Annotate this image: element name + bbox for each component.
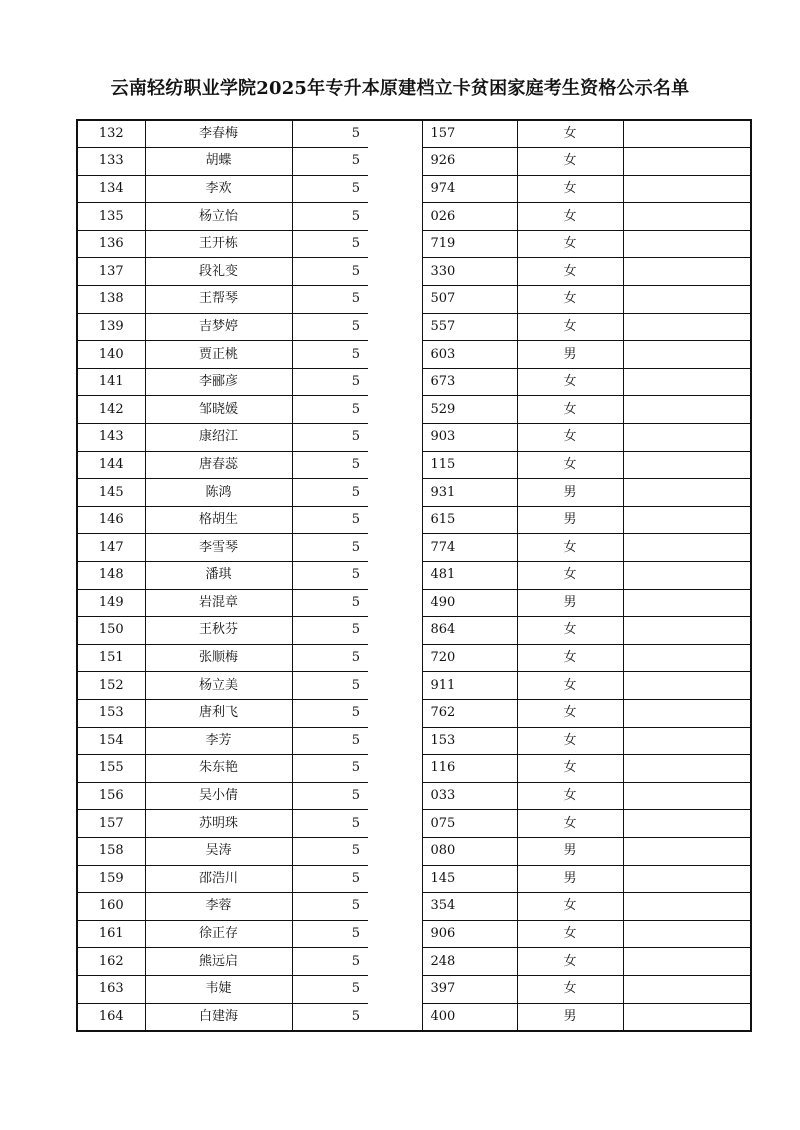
gap-cell [368,396,422,424]
gender-cell: 女 [517,424,623,452]
gap-cell [368,341,422,369]
row-number-cell: 140 [77,341,145,369]
gender-cell: 女 [517,203,623,231]
gender-cell: 女 [517,920,623,948]
note-cell [623,975,751,1003]
table-row [77,451,751,479]
id-suffix-cell: 481 [422,562,517,590]
note-cell [623,644,751,672]
id-suffix-cell: 248 [422,948,517,976]
name-cell: 白建海 [145,1003,292,1031]
count-cell: 5 [292,341,368,369]
name-cell: 韦婕 [145,975,292,1003]
row-number-cell: 163 [77,975,145,1003]
gap-cell [368,120,422,148]
count-cell: 5 [292,175,368,203]
gender-cell: 女 [517,451,623,479]
name-cell: 邵浩川 [145,865,292,893]
row-number-cell: 155 [77,755,145,783]
id-suffix-cell: 557 [422,313,517,341]
row-number-cell: 132 [77,120,145,148]
id-suffix-cell: 080 [422,837,517,865]
row-number-cell: 161 [77,920,145,948]
table-row [77,727,751,755]
id-suffix-cell: 615 [422,506,517,534]
gap-cell [368,175,422,203]
gender-cell: 女 [517,368,623,396]
name-cell: 段礼变 [145,258,292,286]
row-number-cell: 148 [77,562,145,590]
id-suffix-cell: 774 [422,534,517,562]
id-suffix-cell: 490 [422,589,517,617]
row-number-cell: 149 [77,589,145,617]
gender-cell: 女 [517,948,623,976]
gap-cell [368,617,422,645]
gap-cell [368,506,422,534]
note-cell [623,451,751,479]
row-number-cell: 135 [77,203,145,231]
id-suffix-cell: 673 [422,368,517,396]
gender-cell: 男 [517,589,623,617]
row-number-cell: 164 [77,1003,145,1031]
table-row [77,258,751,286]
table-row [77,368,751,396]
count-cell: 5 [292,975,368,1003]
count-cell: 5 [292,148,368,176]
name-cell: 岩混章 [145,589,292,617]
gap-cell [368,286,422,314]
count-cell: 5 [292,286,368,314]
note-cell [623,424,751,452]
gender-cell: 女 [517,617,623,645]
table-row [77,562,751,590]
id-suffix-cell: 529 [422,396,517,424]
applicant-table [76,119,752,1032]
row-number-cell: 154 [77,727,145,755]
count-cell: 5 [292,782,368,810]
count-cell: 5 [292,617,368,645]
gender-cell: 男 [517,479,623,507]
note-cell [623,920,751,948]
table-row [77,479,751,507]
gap-cell [368,534,422,562]
gender-cell: 女 [517,755,623,783]
id-suffix-cell: 116 [422,755,517,783]
id-suffix-cell: 974 [422,175,517,203]
name-cell: 李雪琴 [145,534,292,562]
gap-cell [368,672,422,700]
page-title: 云南轻纺职业学院2025年专升本原建档立卡贫困家庭考生资格公示名单 [110,78,690,99]
table-row [77,230,751,258]
gender-cell: 男 [517,1003,623,1031]
count-cell: 5 [292,810,368,838]
row-number-cell: 152 [77,672,145,700]
gap-cell [368,589,422,617]
row-number-cell: 156 [77,782,145,810]
gap-cell [368,258,422,286]
note-cell [623,589,751,617]
note-cell [623,479,751,507]
note-cell [623,562,751,590]
row-number-cell: 151 [77,644,145,672]
table-row [77,810,751,838]
gap-cell [368,1003,422,1031]
id-suffix-cell: 354 [422,893,517,921]
note-cell [623,1003,751,1031]
table-row [77,175,751,203]
name-cell: 潘琪 [145,562,292,590]
gap-cell [368,837,422,865]
count-cell: 5 [292,120,368,148]
name-cell: 李郦彦 [145,368,292,396]
gender-cell: 男 [517,837,623,865]
table-row [77,837,751,865]
count-cell: 5 [292,672,368,700]
table-row [77,506,751,534]
row-number-cell: 157 [77,810,145,838]
table-row [77,589,751,617]
row-number-cell: 143 [77,424,145,452]
table-row [77,341,751,369]
note-cell [623,782,751,810]
gender-cell: 女 [517,893,623,921]
note-cell [623,893,751,921]
table-row [77,120,751,148]
id-suffix-cell: 864 [422,617,517,645]
gap-cell [368,948,422,976]
gender-cell: 女 [517,975,623,1003]
note-cell [623,341,751,369]
gender-cell: 女 [517,810,623,838]
gender-cell: 女 [517,286,623,314]
row-number-cell: 158 [77,837,145,865]
table-row [77,948,751,976]
id-suffix-cell: 157 [422,120,517,148]
row-number-cell: 150 [77,617,145,645]
row-number-cell: 133 [77,148,145,176]
gender-cell: 女 [517,258,623,286]
count-cell: 5 [292,203,368,231]
gender-cell: 男 [517,865,623,893]
note-cell [623,230,751,258]
row-number-cell: 146 [77,506,145,534]
gap-cell [368,230,422,258]
name-cell: 唐春蕊 [145,451,292,479]
note-cell [623,506,751,534]
note-cell [623,396,751,424]
row-number-cell: 145 [77,479,145,507]
id-suffix-cell: 926 [422,148,517,176]
gender-cell: 女 [517,396,623,424]
note-cell [623,534,751,562]
gender-cell: 女 [517,644,623,672]
name-cell: 吴小倩 [145,782,292,810]
gap-cell [368,755,422,783]
name-cell: 吴涛 [145,837,292,865]
note-cell [623,175,751,203]
count-cell: 5 [292,948,368,976]
name-cell: 陈鸿 [145,479,292,507]
name-cell: 李蓉 [145,893,292,921]
count-cell: 5 [292,258,368,286]
gender-cell: 女 [517,562,623,590]
gender-cell: 女 [517,230,623,258]
count-cell: 5 [292,368,368,396]
name-cell: 吉梦婷 [145,313,292,341]
count-cell: 5 [292,506,368,534]
gap-cell [368,451,422,479]
note-cell [623,368,751,396]
gap-cell [368,368,422,396]
id-suffix-cell: 906 [422,920,517,948]
gap-cell [368,810,422,838]
count-cell: 5 [351,1008,360,1024]
id-suffix-cell: 400 [422,1003,517,1031]
gender-cell: 男 [517,341,623,369]
id-suffix-cell: 507 [422,286,517,314]
table-row [77,203,751,231]
id-suffix-cell: 145 [422,865,517,893]
note-cell [623,313,751,341]
name-cell: 邹晓媛 [145,396,292,424]
name-cell: 熊远启 [145,948,292,976]
row-number-cell: 160 [77,893,145,921]
gender-cell: 女 [517,148,623,176]
count-cell: 5 [292,562,368,590]
name-cell: 朱东艳 [145,755,292,783]
id-suffix-cell: 719 [422,230,517,258]
gap-cell [368,644,422,672]
id-suffix-cell: 911 [422,672,517,700]
note-cell [623,203,751,231]
table-row [77,1003,751,1031]
count-cell: 5 [292,451,368,479]
note-cell [623,672,751,700]
row-number-cell: 136 [77,230,145,258]
row-number-cell: 147 [77,534,145,562]
note-cell [623,865,751,893]
row-number-cell: 134 [77,175,145,203]
count-cell: 5 [292,893,368,921]
name-cell: 杨立怡 [145,203,292,231]
table-row [77,699,751,727]
gender-cell: 女 [517,313,623,341]
note-cell [623,755,751,783]
table-row [77,313,751,341]
gender-cell: 女 [517,175,623,203]
table-row [77,617,751,645]
gender-cell: 女 [517,782,623,810]
id-suffix-cell: 762 [422,699,517,727]
table-row [77,424,751,452]
gender-cell: 男 [517,506,623,534]
count-cell: 5 [292,313,368,341]
gap-cell [368,203,422,231]
name-cell: 苏明珠 [145,810,292,838]
gap-cell [368,893,422,921]
gap-cell [368,148,422,176]
id-suffix-cell: 720 [422,644,517,672]
note-cell [623,120,751,148]
name-cell: 徐正存 [145,920,292,948]
count-cell: 5 [292,534,368,562]
row-number-cell: 159 [77,865,145,893]
note-cell [623,948,751,976]
table-row [77,644,751,672]
id-suffix-cell: 397 [422,975,517,1003]
note-cell [623,699,751,727]
table-row [77,782,751,810]
name-cell: 胡蝶 [145,148,292,176]
count-cell: 5 [292,396,368,424]
count-cell: 5 [292,865,368,893]
row-number-cell: 142 [77,396,145,424]
table-row [77,534,751,562]
id-suffix-cell: 026 [422,203,517,231]
gap-cell [368,920,422,948]
table-row [77,148,751,176]
id-suffix-cell: 330 [422,258,517,286]
row-number-cell: 153 [77,699,145,727]
gender-cell: 女 [517,699,623,727]
name-cell: 格胡生 [145,506,292,534]
id-suffix-cell: 075 [422,810,517,838]
name-cell: 杨立美 [145,672,292,700]
count-cell: 5 [292,424,368,452]
gap-cell [368,313,422,341]
id-suffix-cell: 115 [422,451,517,479]
count-cell: 5 [292,755,368,783]
table-row [77,396,751,424]
id-suffix-cell: 033 [422,782,517,810]
count-cell: 5 [292,230,368,258]
table-row [77,893,751,921]
gap-cell [368,699,422,727]
note-cell [623,286,751,314]
applicant-table-body [77,120,751,1031]
id-suffix-cell: 931 [422,479,517,507]
count-cell: 5 [292,727,368,755]
name-cell: 王秋芬 [145,617,292,645]
name-cell: 王帮琴 [145,286,292,314]
row-number-cell: 141 [77,368,145,396]
gap-cell [368,479,422,507]
table-row [77,755,751,783]
table-row [77,865,751,893]
note-cell [623,837,751,865]
id-suffix-cell: 603 [422,341,517,369]
row-number-cell: 162 [77,948,145,976]
table-row [77,975,751,1003]
table-row [77,286,751,314]
count-cell: 5 [292,479,368,507]
row-number-cell: 144 [77,451,145,479]
row-number-cell: 139 [77,313,145,341]
gap-cell [368,975,422,1003]
gap-cell [368,865,422,893]
row-number-cell: 138 [77,286,145,314]
note-cell [623,810,751,838]
name-cell: 李欢 [145,175,292,203]
name-cell: 王开栋 [145,230,292,258]
name-cell: 李春梅 [145,120,292,148]
gender-cell: 女 [517,120,623,148]
count-cell: 5 [292,644,368,672]
count-cell: 5 [292,589,368,617]
table-row [77,672,751,700]
note-cell [623,148,751,176]
name-cell: 贾正桃 [145,341,292,369]
name-cell: 张顺梅 [145,644,292,672]
gap-cell [368,424,422,452]
name-cell: 李芳 [145,727,292,755]
row-number-cell: 137 [77,258,145,286]
gender-cell: 女 [517,727,623,755]
note-cell [623,258,751,286]
table-row [77,920,751,948]
count-cell: 5 [292,837,368,865]
name-cell: 唐利飞 [145,699,292,727]
note-cell [623,617,751,645]
gap-cell [368,562,422,590]
count-cell: 5 [292,920,368,948]
gender-cell: 女 [517,534,623,562]
id-suffix-cell: 153 [422,727,517,755]
gap-cell [368,782,422,810]
note-cell [623,727,751,755]
id-suffix-cell: 903 [422,424,517,452]
gap-cell [368,727,422,755]
name-cell: 康绍江 [145,424,292,452]
count-cell: 5 [292,699,368,727]
gender-cell: 女 [517,672,623,700]
